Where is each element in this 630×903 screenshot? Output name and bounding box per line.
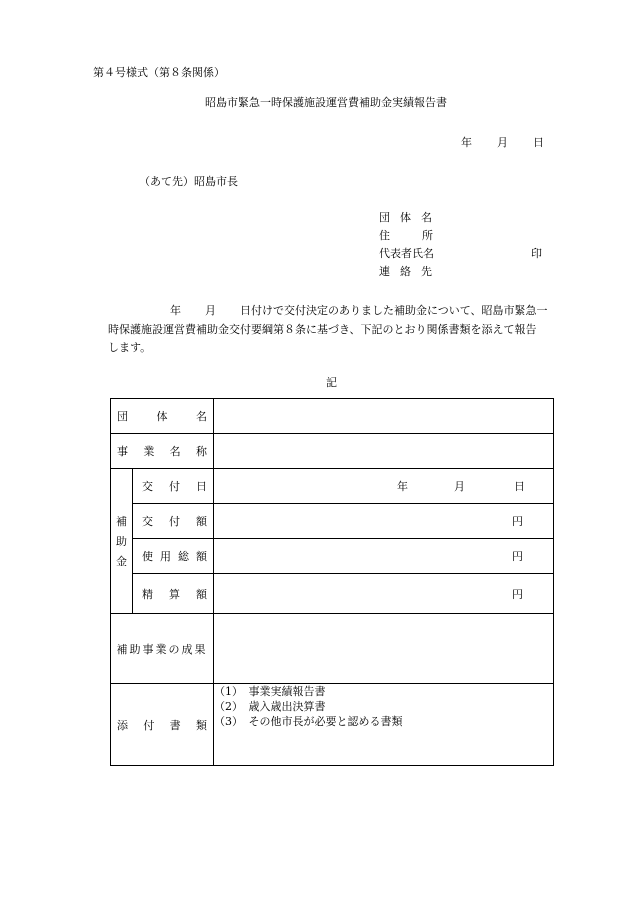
addressee: （あて先）昭島市長 xyxy=(139,175,238,188)
label-settlement: 精 算 額 xyxy=(133,574,214,614)
label-project-name: 事 業 名 称 xyxy=(111,434,214,469)
row-project-name xyxy=(111,434,554,469)
date-day: 日 xyxy=(533,136,544,149)
body-line1-year: 年 xyxy=(170,304,181,317)
row-results xyxy=(111,614,554,684)
label-total-used: 使 用 総 額 xyxy=(133,539,214,574)
report-table xyxy=(110,398,554,766)
label-grant-amount: 交 付 額 xyxy=(133,504,214,539)
row-grant-amount xyxy=(111,504,554,539)
ki-heading: 記 xyxy=(326,376,337,389)
form-number: 第４号様式（第８条関係） xyxy=(93,66,225,79)
row-grant-date xyxy=(111,469,554,504)
label-org-name: 団 体 名 xyxy=(111,399,214,434)
applicant-contact-label: 連 絡 先 xyxy=(379,265,432,278)
row-attachments xyxy=(111,684,554,766)
body-line2: 時保護施設運営費補助金交付要綱第８条に基づき、下記のとおり関係書類を添えて報告 xyxy=(108,323,537,336)
label-grant-date: 交 付 日 xyxy=(133,469,214,504)
row-org-name xyxy=(111,399,554,434)
value-grant-date[interactable]: 年 月 日 xyxy=(214,469,554,504)
value-project-name[interactable] xyxy=(214,434,554,469)
attachment-item: （1） 事業実績報告書 xyxy=(214,685,326,698)
body-line3: します。 xyxy=(108,341,152,354)
label-subsidy-group: 補 助 金 xyxy=(111,469,133,614)
row-total-used xyxy=(111,539,554,574)
date-month: 月 xyxy=(497,136,508,149)
label-results: 補助事業の成果 xyxy=(111,614,214,684)
value-settlement[interactable]: 円 xyxy=(214,574,554,614)
value-total-used[interactable]: 円 xyxy=(214,539,554,574)
attachments-list xyxy=(214,684,554,766)
attachment-item: （2） 歳入歳出決算書 xyxy=(214,700,326,713)
seal-mark: 印 xyxy=(531,247,542,260)
applicant-org-name-label: 団 体 名 xyxy=(379,211,432,224)
applicant-representative-label: 代表者氏名 xyxy=(379,247,434,260)
value-org-name[interactable] xyxy=(214,399,554,434)
document-title: 昭島市緊急一時保護施設運営費補助金実績報告書 xyxy=(205,96,447,109)
body-line1-rest: 日付けで交付決定のありました補助金について、昭島市緊急一 xyxy=(240,304,548,317)
applicant-address-label: 住 所 xyxy=(379,229,433,242)
body-line1-month: 月 xyxy=(205,304,216,317)
label-attachments: 添 付 書 類 xyxy=(111,684,214,766)
date-year: 年 xyxy=(461,136,472,149)
attachment-item: （3） その他市長が必要と認める書類 xyxy=(214,715,403,728)
value-grant-amount[interactable]: 円 xyxy=(214,504,554,539)
value-results[interactable] xyxy=(214,614,554,684)
row-settlement xyxy=(111,574,554,614)
